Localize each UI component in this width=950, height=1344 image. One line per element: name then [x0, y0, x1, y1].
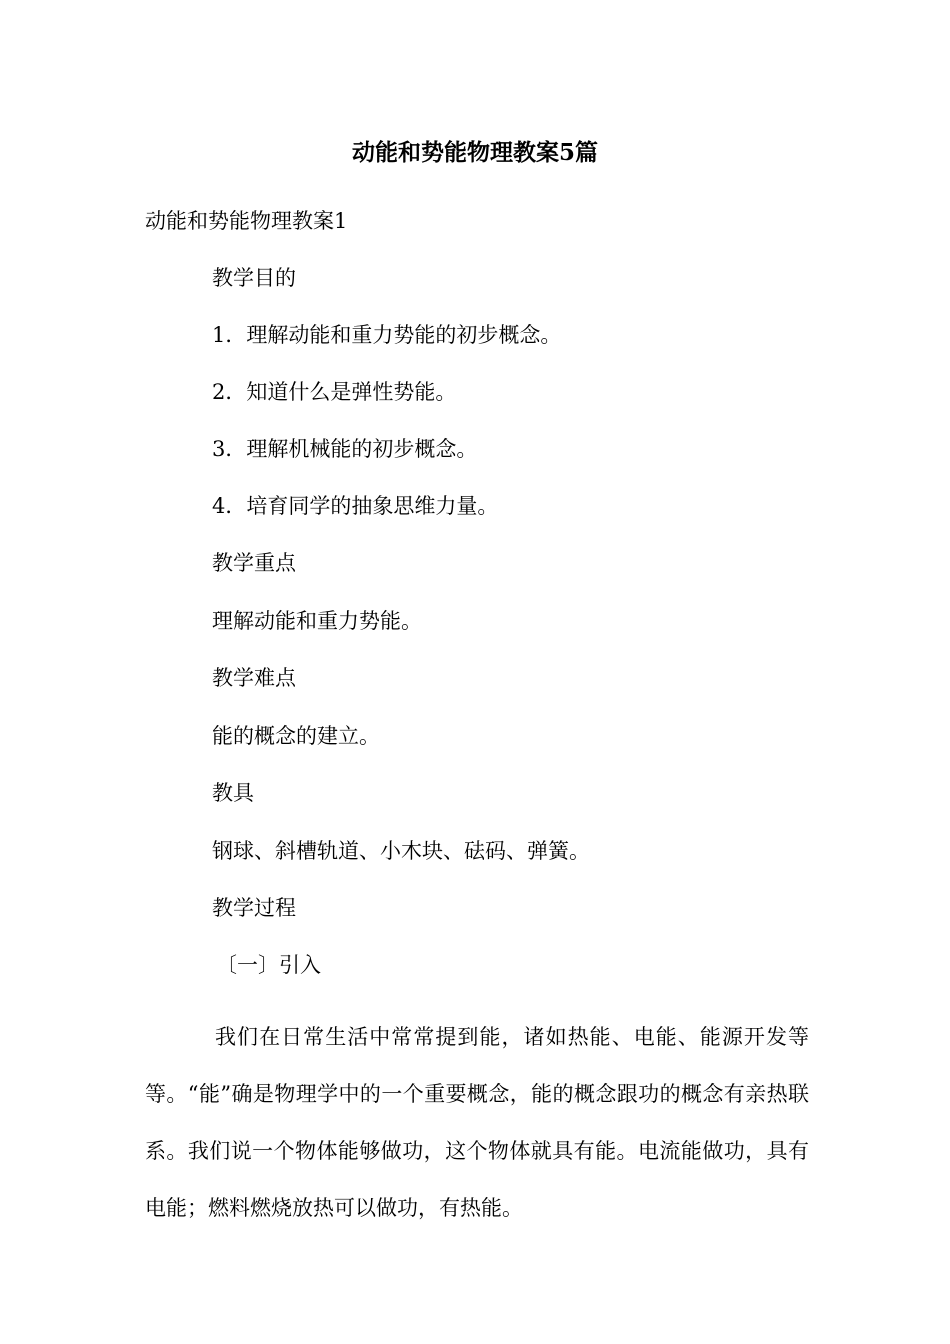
document-title: 动能和势能物理教案5篇 [351, 139, 598, 166]
heading-difficulties: 教学难点 [212, 666, 296, 690]
key-points-text: 理解动能和重力势能。 [212, 609, 422, 633]
difficulties-text: 能的概念的建立。 [212, 724, 380, 748]
goal-item-1: 1．理解动能和重力势能的初步概念。 [212, 323, 562, 347]
heading-teaching-goals: 教学目的 [212, 266, 296, 290]
section-heading: 动能和势能物理教案1 [145, 209, 348, 233]
subheading-introduction: 〔一〕引入 [216, 953, 321, 977]
goal-item-3: 3．理解机械能的初步概念。 [212, 437, 478, 461]
heading-teaching-process: 教学过程 [212, 896, 296, 920]
introduction-paragraph: 我们在日常生活中常常提到能，诸如热能、电能、能源开发等等。“能”确是物理学中的一个重要概念，能的概念跟功的概念有亲热联系。我们说一个物体能够做功，这个物体就具有能。电流能做功，具有电能；燃料燃烧放热可以做功，有热能。 [145, 1025, 809, 1220]
goal-item-4: 4．培育同学的抽象思维力量。 [212, 494, 499, 518]
heading-teaching-aids: 教具 [212, 781, 254, 805]
goal-item-2: 2．知道什么是弹性势能。 [212, 380, 457, 404]
teaching-aids-text: 钢球、斜槽轨道、小木块、砝码、弹簧。 [212, 839, 590, 863]
heading-key-points: 教学重点 [212, 551, 296, 575]
